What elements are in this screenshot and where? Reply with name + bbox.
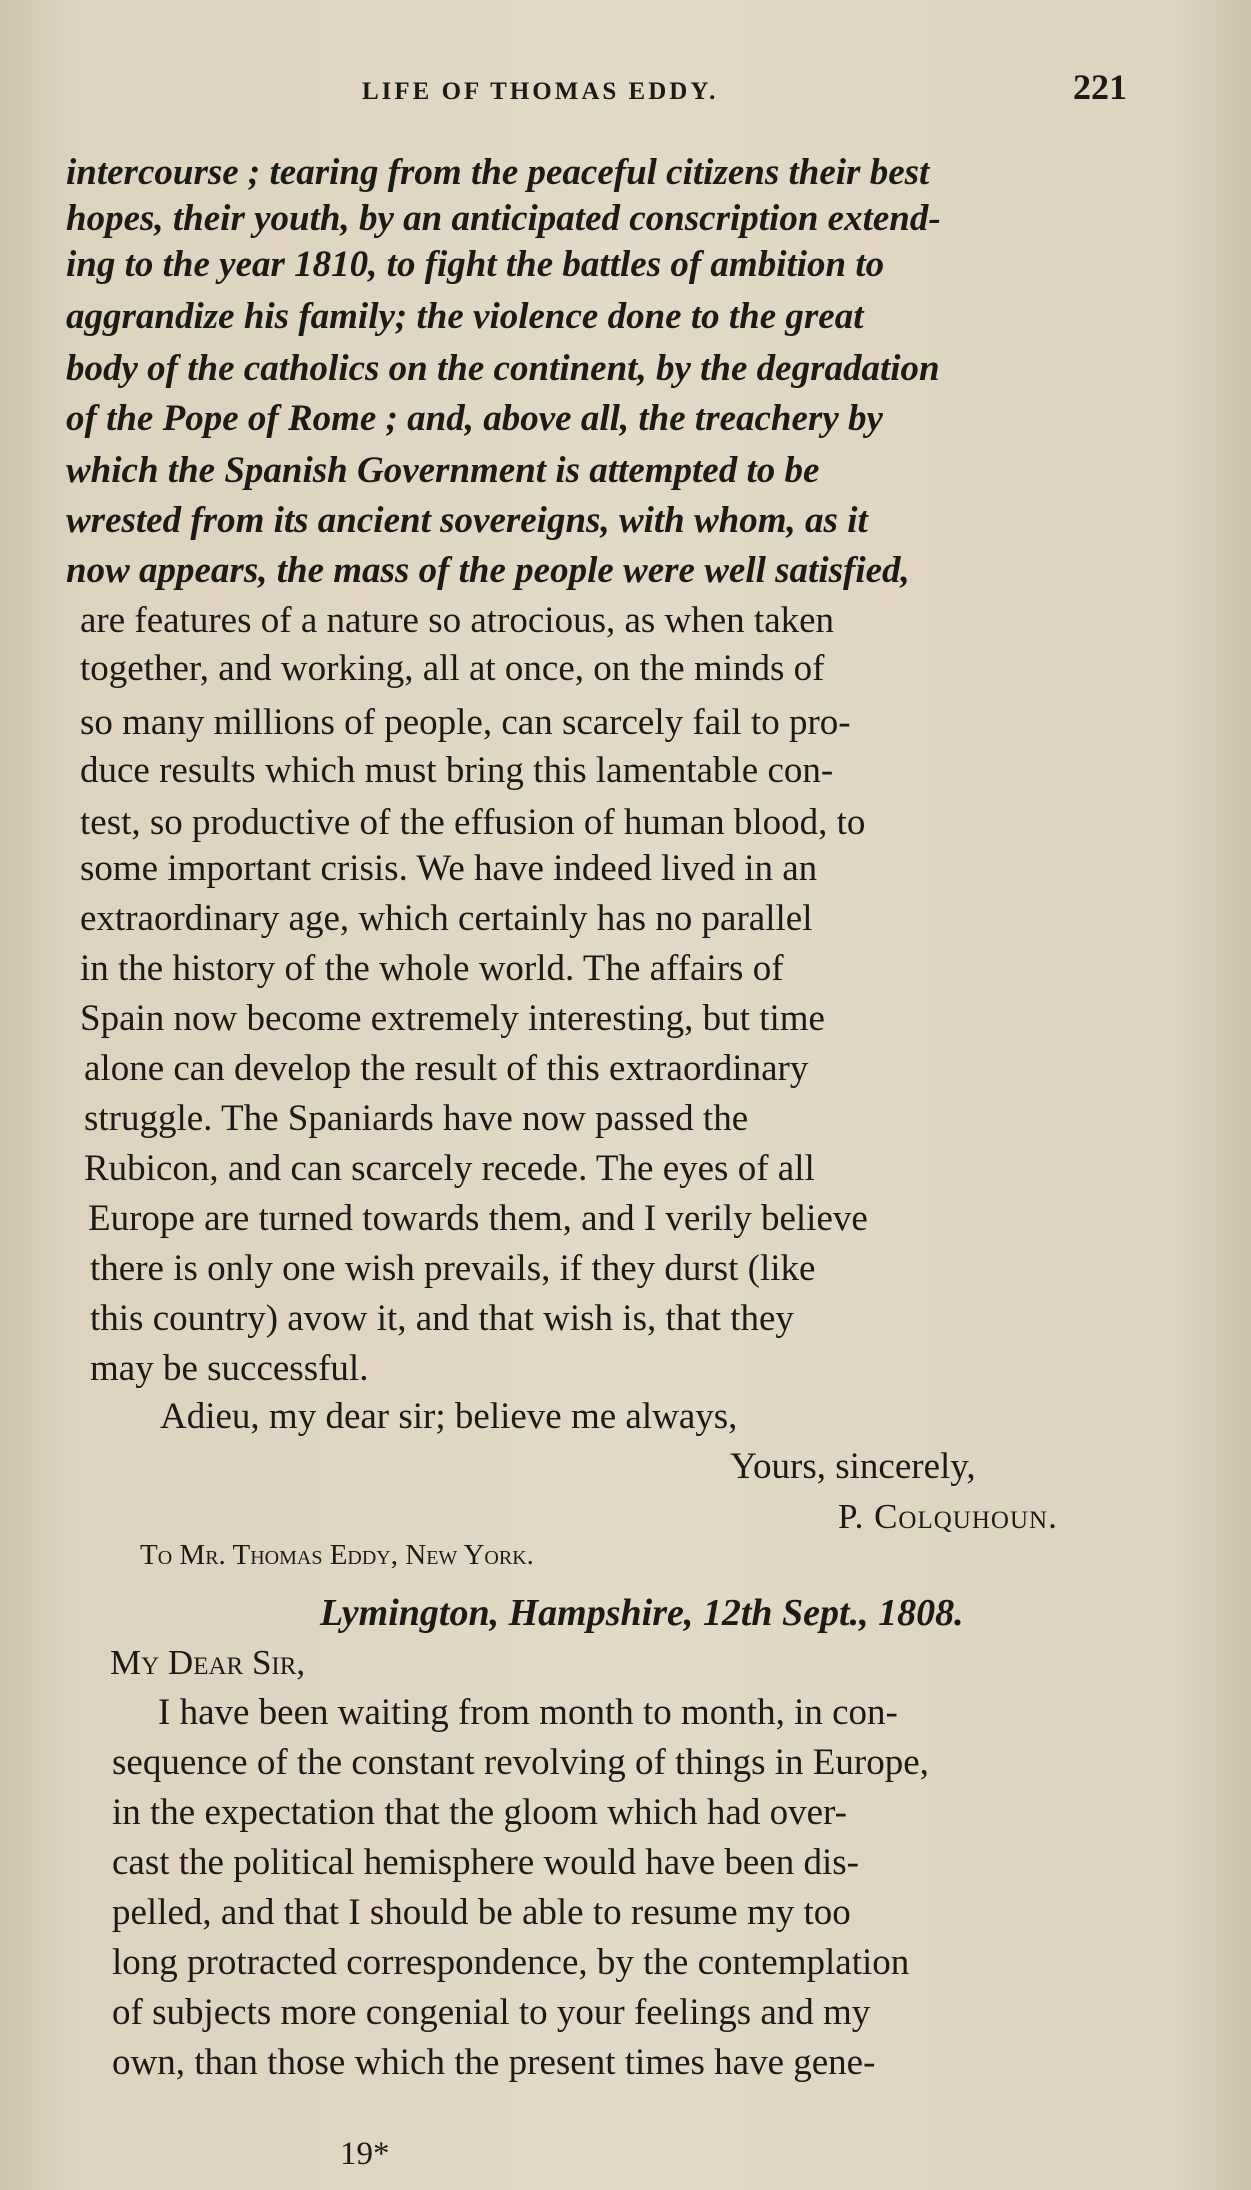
addressee: To Mr. Thomas Eddy, New York.: [140, 1539, 534, 1571]
text-line: of subjects more congenial to your feelings and my: [112, 1992, 871, 2033]
text-line: cast the political hemisphere would have been dis-: [112, 1842, 859, 1883]
text-line: wrested from its ancient sovereigns, with whom, as it: [66, 500, 868, 541]
text-line: pelled, and that I should be able to resume my too: [112, 1892, 851, 1933]
text-line: I have been waiting from month to month, in con-: [158, 1692, 898, 1733]
text-line: test, so productive of the effusion of human blood, to: [80, 802, 866, 843]
text-line: of the Pope of Rome ; and, above all, the treachery by: [66, 398, 883, 439]
text-line: some important crisis. We have indeed lived in an: [80, 848, 818, 889]
running-head: LIFE OF THOMAS EDDY.: [362, 78, 719, 105]
text-line: now appears, the mass of the people were well satisfied,: [66, 550, 910, 591]
closing-adieu: Adieu, my dear sir; believe me always,: [160, 1396, 738, 1437]
text-line: in the expectation that the gloom which had over-: [112, 1792, 847, 1833]
text-line: are features of a nature so atrocious, as when taken: [80, 600, 835, 641]
text-line: extraordinary age, which certainly has no parallel: [80, 898, 813, 939]
page-header: [0, 67, 1251, 120]
signature-name: P. Colquhoun.: [838, 1497, 1058, 1536]
text-line: in the history of the whole world. The affairs of: [80, 948, 784, 989]
page-number: 221: [1073, 67, 1127, 107]
text-line: duce results which must bring this lamentable con-: [80, 750, 834, 791]
text-line: sequence of the constant revolving of things in Europe,: [112, 1742, 929, 1783]
text-line: alone can develop the result of this extraordinary: [84, 1048, 809, 1089]
text-line: long protracted correspondence, by the contemplation: [112, 1942, 910, 1983]
text-line: this country) avow it, and that wish is, that they: [90, 1298, 794, 1339]
text-line: so many millions of people, can scarcely fail to pro-: [80, 702, 851, 743]
text-line: intercourse ; tearing from the peaceful citizens their best: [66, 152, 930, 193]
text-line: hopes, their youth, by an anticipated conscription extend-: [66, 198, 941, 239]
text-line: struggle. The Spaniards have now passed the: [84, 1098, 749, 1139]
text-line: may be successful.: [90, 1348, 369, 1389]
text-line: together, and working, all at once, on the minds of: [80, 648, 825, 689]
closing-yours: Yours, sincerely,: [730, 1446, 976, 1487]
text-line: body of the catholics on the continent, by the degradation: [66, 348, 940, 389]
text-line: there is only one wish prevails, if they durst (like: [90, 1248, 816, 1289]
dateline: Lymington, Hampshire, 12th Sept., 1808.: [320, 1592, 964, 1634]
text-line: which the Spanish Government is attempted to be: [66, 450, 820, 491]
text-line: aggrandize his family; the violence done to the great: [66, 296, 864, 337]
text-line: Europe are turned towards them, and I verily believe: [88, 1198, 868, 1239]
salutation: My Dear Sir,: [110, 1643, 306, 1682]
text-line: own, than those which the present times have gene-: [112, 2042, 876, 2083]
text-line: ing to the year 1810, to fight the battles of ambition to: [66, 244, 885, 285]
text-line: Spain now become extremely interesting, but time: [80, 998, 825, 1039]
signature-mark: 19*: [340, 2136, 390, 2172]
text-line: Rubicon, and can scarcely recede. The eyes of all: [84, 1148, 815, 1189]
